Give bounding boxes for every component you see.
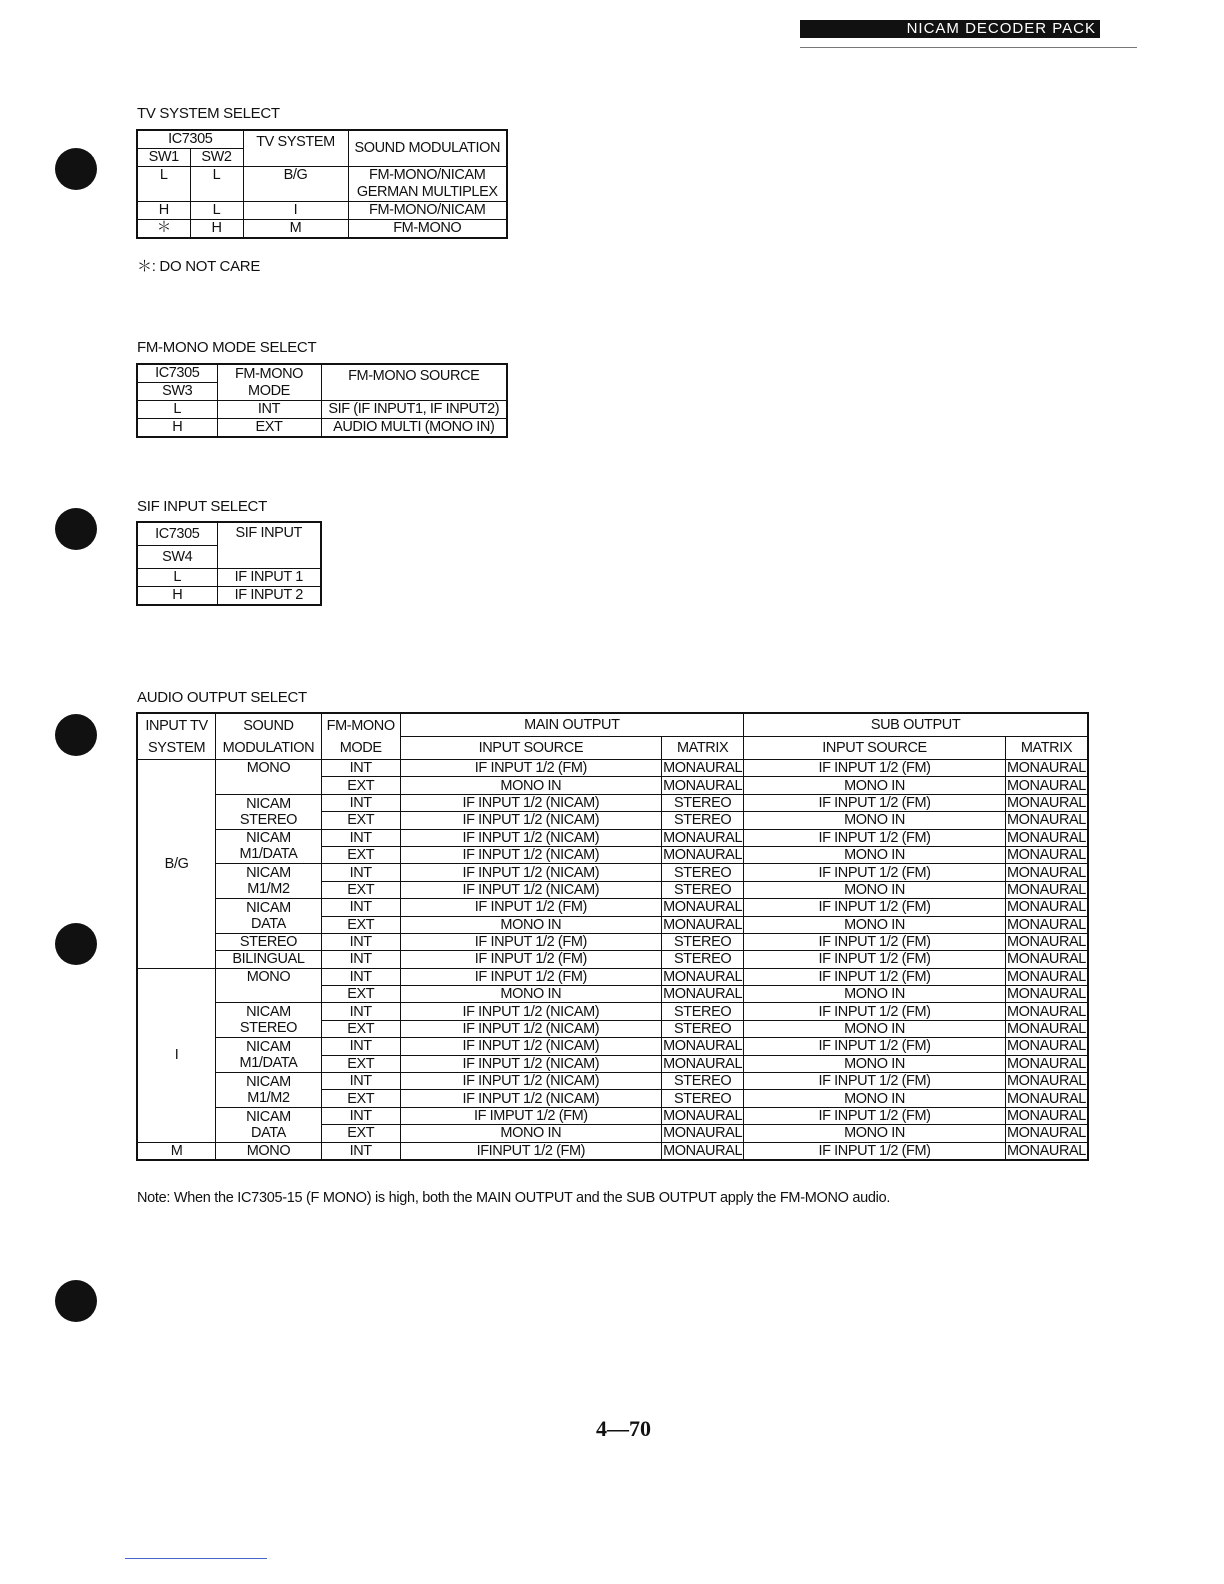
cell [348, 167, 507, 202]
cell-line: FM-MONO [234, 365, 304, 382]
cell-main-src: IF INPUT 1/2 (NICAM) [400, 881, 662, 898]
header-sw4: SW4 [137, 546, 217, 569]
cell-sub-src: IF INPUT 1/2 (FM) [744, 1142, 1006, 1160]
punch-hole-3 [55, 714, 97, 756]
punch-hole-1 [55, 148, 97, 190]
cell-main-src: MONO IN [400, 916, 662, 933]
cell-modulation [216, 968, 322, 1003]
cell-tv-system: M [137, 1142, 216, 1160]
cell-line: FM-MONO/NICAM [369, 167, 486, 183]
cell-sub-src: IF INPUT 1/2 (FM) [744, 864, 1006, 881]
cell-fm: INT [321, 933, 400, 950]
header-sound-modulation: SOUND MODULATION [348, 130, 507, 167]
header-sub-matrix: MATRIX [1005, 737, 1088, 760]
cell-fm: EXT [321, 846, 400, 863]
cell-main-src: IF INPUT 1/2 (NICAM) [400, 864, 662, 881]
cell-line: M1/DATA [239, 1055, 298, 1072]
cell-fm: INT [321, 864, 400, 881]
header-main-input-source: INPUT SOURCE [400, 737, 662, 760]
cell-modulation [216, 864, 322, 899]
cell-sub-src: MONO IN [744, 846, 1006, 863]
table-row [137, 1107, 1088, 1124]
cell-sub-src: MONO IN [744, 812, 1006, 829]
cell: H [190, 220, 243, 239]
cell-line: NICAM [246, 865, 291, 882]
cell: L [137, 167, 190, 202]
cell-sub-mx: MONAURAL [1005, 1020, 1088, 1037]
cell-main-mx: MONAURAL [663, 760, 743, 777]
cell-sub-mx: MONAURAL [1005, 1090, 1088, 1107]
cell: I [243, 202, 348, 220]
cell-line: DATA [251, 1124, 286, 1141]
cell-main-src: IF INPUT 1/2 (FM) [400, 760, 662, 777]
cell-main-mx: MONAURAL [663, 1055, 743, 1072]
cell-line: STEREO [239, 1020, 298, 1037]
punch-hole-2 [55, 508, 97, 550]
header-input-tv-system [137, 713, 216, 760]
cell-sub-src: IF INPUT 1/2 (FM) [744, 951, 1006, 968]
table-row [137, 968, 1088, 985]
table-row [137, 864, 1088, 881]
cell-fm: INT [321, 1003, 400, 1020]
cell-fm: EXT [321, 1090, 400, 1107]
cell: SIF (IF INPUT1, IF INPUT2) [321, 401, 507, 419]
cell-main-src: IF IMPUT 1/2 (FM) [400, 1107, 662, 1124]
header-ic: IC7305 [137, 522, 217, 546]
cell-fm: EXT [321, 1125, 400, 1142]
cell-main-src: IF INPUT 1/2 (NICAM) [400, 1038, 662, 1055]
cell-sub-mx: MONAURAL [1005, 951, 1088, 968]
cell-main-mx: MONAURAL [663, 986, 743, 1003]
cell-sub-mx: MONAURAL [1005, 1107, 1088, 1124]
sif-input-table [136, 521, 322, 606]
cell-main-mx: STEREO [662, 1003, 744, 1020]
cell-modulation: STEREO [216, 933, 322, 950]
cell-fm: EXT [321, 1020, 400, 1037]
cell-main-src: MONO IN [400, 777, 662, 794]
cell-sub-mx: MONAURAL [1005, 864, 1088, 881]
table-row [137, 760, 1088, 777]
tv-system-table [136, 129, 508, 239]
cell: M [243, 220, 348, 239]
cell-sub-mx: MONAURAL [1005, 1055, 1088, 1072]
cell-modulation [216, 794, 322, 829]
audio-output-body [137, 760, 1088, 1160]
cell-modulation [216, 829, 322, 864]
cell-main-src: IF INPUT 1/2 (FM) [400, 951, 662, 968]
cell-fm: INT [321, 1073, 400, 1090]
cell-line: MODULATION [222, 739, 315, 756]
cell-main-src: IF INPUT 1/2 (NICAM) [400, 794, 662, 811]
cell-sub-src: MONO IN [744, 1090, 1006, 1107]
cell-line: NICAM [246, 1108, 291, 1125]
cell-sub-src: IF INPUT 1/2 (FM) [744, 1003, 1006, 1020]
cell: EXT [217, 419, 321, 438]
cell: AUDIO MULTI (MONO IN) [321, 419, 507, 438]
cell-line: M1/M2 [247, 1089, 290, 1106]
tv-system-select-title: TV SYSTEM SELECT [137, 105, 280, 122]
cell-line: NICAM [246, 1073, 291, 1090]
cell: L [190, 167, 243, 202]
cell-line: NICAM [246, 1039, 291, 1056]
audio-output-table [136, 712, 1089, 1161]
header-sub-input-source: INPUT SOURCE [744, 737, 1006, 760]
note-text: Note: When the IC7305-15 (F MONO) is high, both the MAIN OUTPUT and the SUB OUTPUT apply the FM-MONO audio. [137, 1190, 891, 1206]
cell: H [137, 202, 190, 220]
header-ic: IC7305 [137, 364, 217, 383]
cell-line: MODE [339, 739, 382, 756]
header-sw2: SW2 [190, 149, 243, 167]
header-main-output: MAIN OUTPUT [400, 713, 744, 737]
cell-main-src: IF INPUT 1/2 (NICAM) [400, 829, 662, 846]
cell-sub-mx: MONAURAL [1005, 881, 1088, 898]
cell-line: SOUND [243, 717, 294, 734]
cell-main-src: IFINPUT 1/2 (FM) [400, 1142, 662, 1160]
cell-line: MONO [246, 968, 291, 985]
cell-fm: INT [321, 794, 400, 811]
cell-main-src: IF INPUT 1/2 (NICAM) [400, 1090, 662, 1107]
cell-sub-mx: MONAURAL [1005, 933, 1088, 950]
header-tv-system: TV SYSTEM [243, 130, 348, 167]
cell: L [137, 401, 217, 419]
cell-main-mx: MONAURAL [663, 968, 743, 985]
cell-line: DATA [251, 916, 286, 933]
cell: H [137, 587, 217, 606]
cell-sub-src: IF INPUT 1/2 (FM) [744, 1038, 1006, 1055]
header-sw1: SW1 [137, 149, 190, 167]
cell-sub-src: IF INPUT 1/2 (FM) [744, 1073, 1006, 1090]
header-fm-mono-source: FM-MONO SOURCE [321, 364, 507, 401]
cell-fm: INT [321, 899, 400, 916]
cell-fm: INT [321, 968, 400, 985]
table-row [137, 829, 1088, 846]
table-row [137, 933, 1088, 950]
cell-main-mx: MONAURAL [663, 1142, 743, 1159]
cell-main-src: IF INPUT 1/2 (NICAM) [400, 1055, 662, 1072]
cell-tv-system: I [137, 968, 216, 1142]
cell-line: MODE [248, 382, 290, 399]
cell-main-mx: MONAURAL [663, 916, 743, 933]
header-fm-mono-mode [217, 364, 321, 401]
cell-sub-src: IF INPUT 1/2 (FM) [744, 933, 1006, 950]
cell-sub-src: IF INPUT 1/2 (FM) [744, 1107, 1006, 1124]
cell-main-mx: STEREO [662, 812, 744, 829]
cell-sub-src: IF INPUT 1/2 (FM) [744, 794, 1006, 811]
cell-main-src: IF INPUT 1/2 (FM) [400, 933, 662, 950]
header-sw3: SW3 [137, 383, 217, 401]
cell-main-src: IF INPUT 1/2 (NICAM) [400, 846, 662, 863]
table-row [137, 899, 1088, 916]
cell-main-mx: STEREO [662, 864, 744, 881]
cell: FM-MONO [348, 220, 507, 239]
table-row [137, 1073, 1088, 1090]
table-row [137, 1003, 1088, 1020]
cell-line: M1/M2 [247, 881, 290, 898]
cell-sub-mx: MONAURAL [1005, 760, 1088, 777]
cell-fm: EXT [321, 881, 400, 898]
cell-line: NICAM [246, 900, 291, 917]
header-sif-input: SIF INPUT [217, 522, 321, 569]
cell-line: NICAM [246, 1004, 291, 1021]
cell-sub-src: IF INPUT 1/2 (FM) [744, 760, 1006, 777]
header-main-matrix: MATRIX [662, 737, 744, 760]
table-row [137, 794, 1088, 811]
cell: B/G [243, 167, 348, 202]
cell: L [190, 202, 243, 220]
cell-main-mx: MONAURAL [663, 1038, 743, 1055]
cell-sub-mx: MONAURAL [1005, 1003, 1088, 1020]
cell-main-src: MONO IN [400, 986, 662, 1003]
cell-fm: INT [321, 829, 400, 846]
cell-sub-mx: MONAURAL [1005, 794, 1088, 811]
cell-main-mx: MONAURAL [663, 829, 743, 846]
cell-fm: EXT [321, 777, 400, 794]
header-sub-output: SUB OUTPUT [744, 713, 1088, 737]
cell-main-src: IF INPUT 1/2 (NICAM) [400, 1073, 662, 1090]
cell: IF INPUT 2 [217, 587, 321, 606]
do-not-care-footnote: ＊: DO NOT CARE [137, 258, 261, 275]
cell: L [137, 569, 217, 587]
cell-main-mx: MONAURAL [663, 777, 743, 794]
cell-modulation [216, 1003, 322, 1038]
cell-main-src: IF INPUT 1/2 (NICAM) [400, 812, 662, 829]
cell: FM-MONO/NICAM [348, 202, 507, 220]
cell-line: M1/DATA [239, 846, 298, 863]
cell-sub-src: IF INPUT 1/2 (FM) [744, 968, 1006, 985]
cell-main-mx: STEREO [662, 1020, 744, 1037]
page-number: 4—70 [596, 1416, 651, 1441]
cell-tv-system: B/G [137, 760, 216, 969]
cell-modulation: MONO [216, 1142, 322, 1160]
cell-line: FM-MONO [326, 717, 395, 734]
page-header: NICAM DECODER PACK [800, 20, 1100, 38]
cell-main-mx: STEREO [662, 933, 744, 950]
cell-sub-src: MONO IN [744, 1125, 1006, 1142]
cell-fm: INT [321, 760, 400, 777]
cell-modulation [216, 1038, 322, 1073]
cell: INT [217, 401, 321, 419]
cell-fm: INT [321, 1107, 400, 1124]
cell-main-mx: STEREO [662, 951, 744, 968]
cell-modulation [216, 1073, 322, 1108]
footer-rule [125, 1558, 267, 1559]
cell-sub-src: MONO IN [744, 916, 1006, 933]
punch-hole-4 [55, 923, 97, 965]
cell: IF INPUT 1 [217, 569, 321, 587]
cell-main-mx: MONAURAL [663, 899, 743, 916]
punch-hole-5 [55, 1280, 97, 1322]
header-fm-mono-mode [321, 713, 400, 760]
cell-sub-mx: MONAURAL [1005, 916, 1088, 933]
sif-input-select-title: SIF INPUT SELECT [137, 498, 267, 515]
cell-line: INPUT TV [145, 717, 208, 734]
cell-sub-src: MONO IN [744, 881, 1006, 898]
cell-sub-mx: MONAURAL [1005, 968, 1088, 985]
cell-line: GERMAN MULTIPLEX [356, 184, 498, 200]
table-row [137, 1142, 1088, 1160]
cell-sub-mx: MONAURAL [1005, 812, 1088, 829]
cell-main-mx: STEREO [662, 1090, 744, 1107]
table-row [137, 951, 1088, 968]
cell-sub-mx: MONAURAL [1005, 1125, 1088, 1142]
cell-sub-mx: MONAURAL [1005, 777, 1088, 794]
header-rule [800, 47, 1137, 48]
cell-line: SYSTEM [147, 739, 206, 756]
cell: H [137, 419, 217, 438]
cell-line: NICAM [246, 830, 291, 847]
cell-fm: EXT [321, 986, 400, 1003]
cell-fm: INT [321, 951, 400, 968]
cell-modulation [216, 1107, 322, 1142]
cell-main-mx: MONAURAL [663, 847, 743, 864]
fm-mono-mode-table [136, 363, 508, 438]
cell-modulation: BILINGUAL [216, 951, 322, 968]
cell-sub-src: MONO IN [744, 1020, 1006, 1037]
cell-main-mx: STEREO [662, 794, 744, 811]
fm-mono-mode-select-title: FM-MONO MODE SELECT [137, 339, 317, 356]
cell-main-src: IF INPUT 1/2 (NICAM) [400, 1003, 662, 1020]
audio-output-select-title: AUDIO OUTPUT SELECT [137, 689, 307, 706]
cell-modulation [216, 760, 322, 795]
cell-fm: EXT [321, 812, 400, 829]
cell-fm: EXT [321, 1055, 400, 1072]
cell-main-mx: MONAURAL [663, 1108, 743, 1124]
cell-line: NICAM [246, 795, 291, 812]
cell-main-src: IF INPUT 1/2 (FM) [400, 968, 662, 985]
cell-fm: INT [321, 1142, 400, 1160]
cell-main-mx: MONAURAL [663, 1125, 743, 1142]
cell-sub-mx: MONAURAL [1005, 846, 1088, 863]
cell-main-src: IF INPUT 1/2 (FM) [400, 899, 662, 916]
cell-main-mx: STEREO [662, 1073, 744, 1090]
cell-main-mx: STEREO [662, 881, 744, 898]
cell-line: MONO [246, 760, 291, 776]
cell-line: STEREO [239, 811, 298, 828]
header-ic: IC7305 [137, 130, 243, 149]
cell-sub-mx: MONAURAL [1005, 1073, 1088, 1090]
cell-sub-mx: MONAURAL [1005, 1038, 1088, 1055]
cell-sub-src: IF INPUT 1/2 (FM) [744, 829, 1006, 846]
cell-sub-mx: MONAURAL [1005, 986, 1088, 1003]
cell-modulation [216, 899, 322, 934]
cell-sub-mx: MONAURAL [1005, 899, 1088, 916]
table-row [137, 1038, 1088, 1055]
cell-sub-src: IF INPUT 1/2 (FM) [744, 899, 1006, 916]
cell-sub-mx: MONAURAL [1005, 829, 1088, 846]
cell: ＊ [137, 220, 190, 239]
cell-sub-src: MONO IN [744, 986, 1006, 1003]
cell-fm: INT [321, 1038, 400, 1055]
cell-sub-mx: MONAURAL [1005, 1142, 1088, 1160]
cell-fm: EXT [321, 916, 400, 933]
cell-main-src: MONO IN [400, 1125, 662, 1142]
cell-sub-src: MONO IN [744, 777, 1006, 794]
cell-main-src: IF INPUT 1/2 (NICAM) [400, 1020, 662, 1037]
cell-sub-src: MONO IN [744, 1055, 1006, 1072]
header-sound-modulation [216, 713, 322, 760]
